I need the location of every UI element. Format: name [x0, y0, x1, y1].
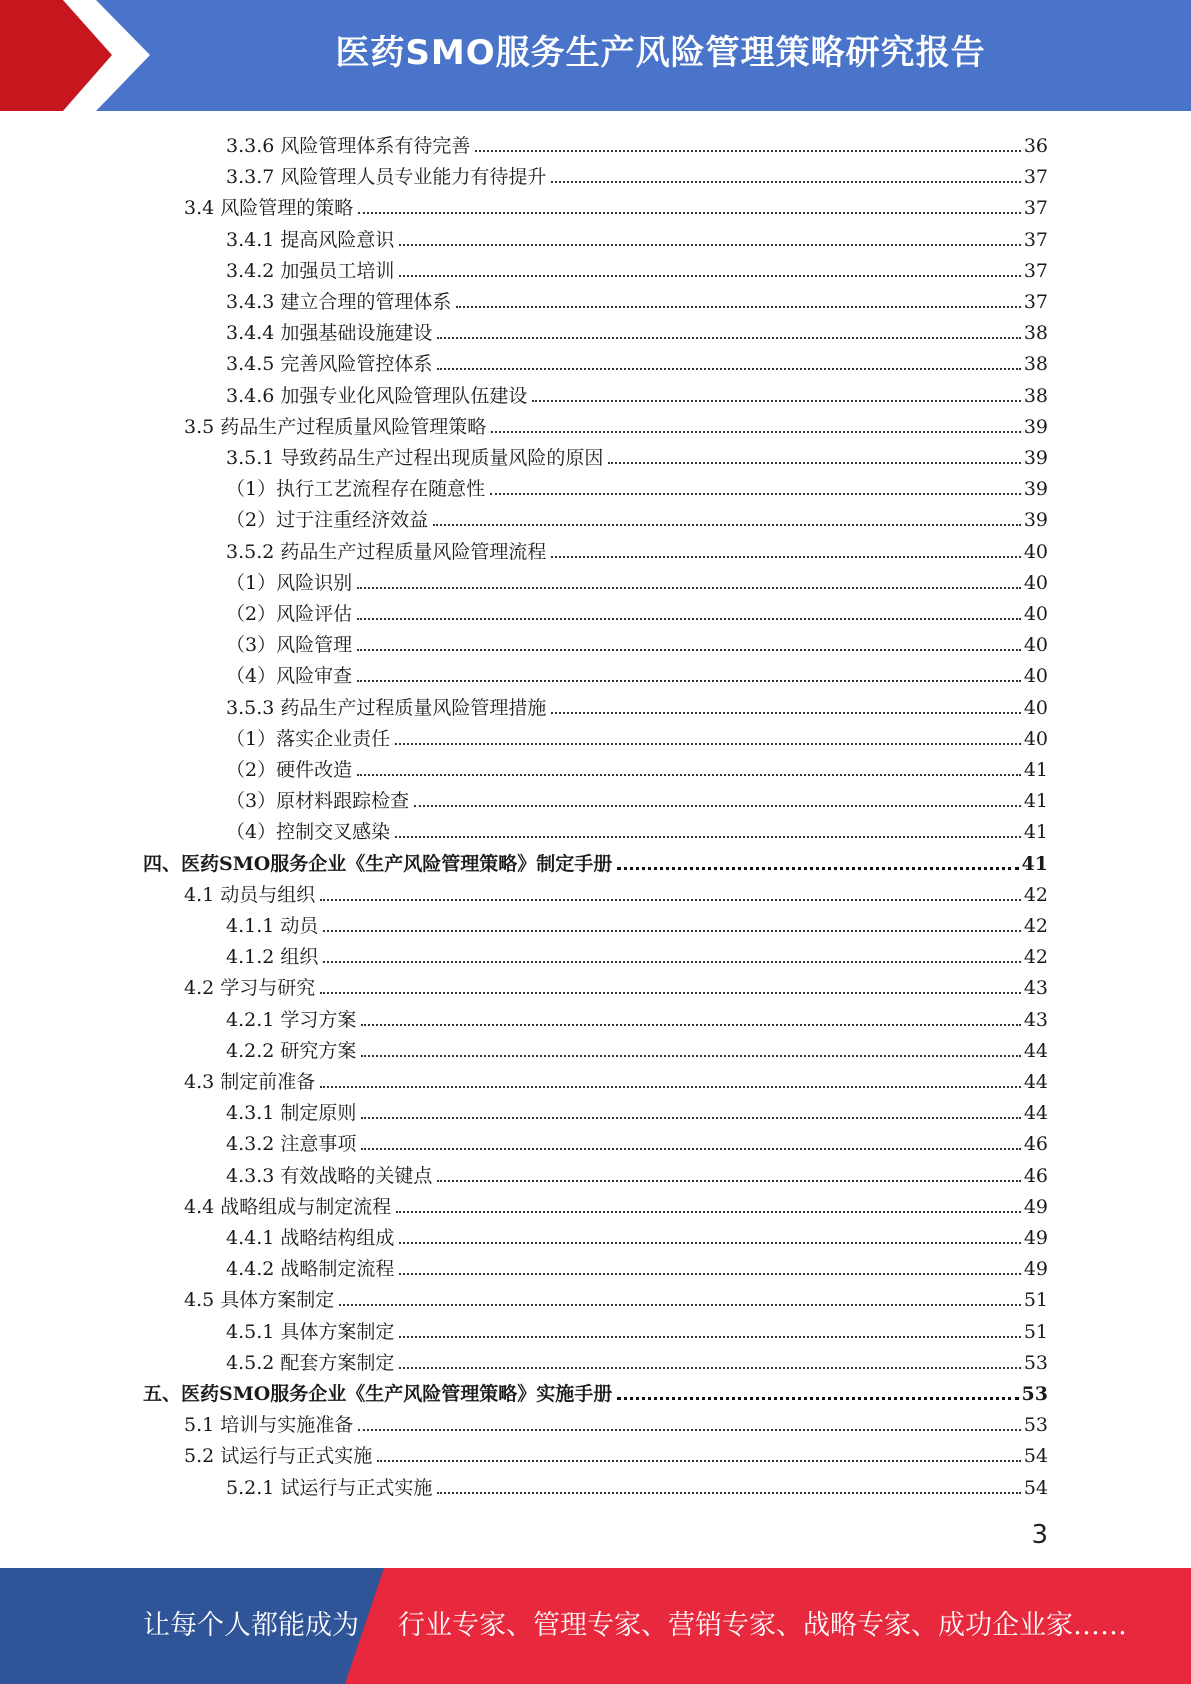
toc-entry-page: 40 — [1023, 571, 1048, 594]
toc-entry-title: 3.5.3 药品生产过程质量风险管理措施 — [226, 696, 547, 719]
page-header — [0, 0, 1191, 111]
footer-slogan-right: 行业专家、管理专家、营销专家、战略专家、成功企业家…… — [398, 1610, 1127, 1641]
toc-entry[interactable] — [226, 1250, 1048, 1281]
toc-entry-title: （2）风险评估 — [226, 603, 353, 625]
toc-entry-page: 53 — [1023, 1351, 1048, 1374]
toc-leader-dots — [437, 368, 1020, 370]
toc-leader-dots — [399, 1242, 1020, 1244]
toc-leader-dots — [357, 618, 1021, 620]
toc-entry-title: 3.5 药品生产过程质量风险管理策略 — [184, 415, 487, 438]
toc-entry-title: 3.4 风险管理的策略 — [184, 197, 354, 220]
toc-entry[interactable] — [226, 1313, 1048, 1344]
toc-entry[interactable] — [184, 1063, 1048, 1094]
toc-entry-title: 4.2 学习与研究 — [184, 977, 316, 1000]
toc-entry[interactable] — [226, 1001, 1048, 1032]
toc-leader-dots — [399, 1273, 1020, 1275]
toc-entry-title: （1）落实企业责任 — [226, 727, 391, 750]
toc-leader-dots — [339, 1304, 1021, 1306]
toc-leader-dots — [395, 836, 1021, 838]
toc-entry-title: （1）风险识别 — [226, 571, 353, 594]
toc-entry-page: 49 — [1023, 1258, 1048, 1281]
toc-entry-page: 53 — [1021, 1383, 1048, 1405]
toc-entry[interactable] — [226, 595, 1048, 626]
toc-entry-title: 5.2.1 试运行与正式实施 — [226, 1476, 433, 1499]
toc-entry-title: 4.1.2 组织 — [226, 946, 319, 969]
toc-entry-title: 3.4.3 建立合理的管理体系 — [226, 291, 452, 313]
toc-entry-page: 49 — [1023, 1227, 1048, 1249]
toc-entry-page: 37 — [1023, 166, 1048, 189]
toc-entry-page: 39 — [1023, 478, 1048, 501]
toc-entry-title: 4.2.1 学习方案 — [226, 1008, 357, 1031]
toc-entry-title: 四、医药SMO服务企业《生产风险管理策略》制定手册 — [143, 852, 613, 875]
toc-leader-dots — [396, 1211, 1021, 1213]
toc-entry-page: 37 — [1023, 228, 1048, 251]
toc-entry-page: 40 — [1023, 696, 1048, 719]
toc-entry-page: 41 — [1021, 852, 1048, 875]
toc-entry-page: 42 — [1023, 946, 1048, 969]
toc-entry-title: 4.3 制定前准备 — [184, 1071, 316, 1093]
toc-leader-dots — [320, 899, 1021, 901]
toc-leader-dots — [437, 1492, 1020, 1494]
toc-entry[interactable] — [184, 1406, 1048, 1437]
toc-entry-page: 43 — [1023, 1008, 1048, 1031]
toc-entry-page: 39 — [1023, 509, 1048, 532]
toc-leader-dots — [491, 431, 1021, 433]
toc-leader-dots — [617, 1397, 1018, 1400]
toc-entry-title: 3.4.4 加强基础设施建设 — [226, 322, 433, 345]
toc-entry[interactable] — [226, 252, 1048, 283]
toc-entry-page: 46 — [1023, 1164, 1048, 1187]
toc-leader-dots — [433, 524, 1021, 526]
page-number: 3 — [1031, 1520, 1048, 1550]
toc-entry-page: 43 — [1023, 977, 1048, 1000]
toc-entry-title: 4.2.2 研究方案 — [226, 1039, 357, 1062]
toc-entry-page: 51 — [1023, 1289, 1048, 1312]
toc-entry[interactable] — [143, 845, 1048, 876]
toc-entry-page: 41 — [1023, 821, 1048, 844]
toc-entry-page: 44 — [1023, 1039, 1048, 1062]
toc-entry-page: 51 — [1023, 1320, 1048, 1343]
toc-entry-title: 4.5 具体方案制定 — [184, 1289, 335, 1312]
toc-entry[interactable] — [226, 720, 1048, 751]
toc-leader-dots — [357, 587, 1021, 589]
toc-entry-page: 37 — [1023, 291, 1048, 313]
toc-entry-title: （2）过于注重经济效益 — [226, 509, 429, 532]
toc-entry-page: 40 — [1023, 665, 1048, 688]
toc-leader-dots — [361, 1148, 1020, 1150]
toc-entry[interactable] — [226, 470, 1048, 501]
toc-entry[interactable] — [184, 189, 1048, 220]
toc-entry-page: 39 — [1023, 415, 1048, 438]
toc-entry-page: 37 — [1023, 259, 1048, 282]
toc-entry[interactable] — [226, 1032, 1048, 1063]
toc-entry-title: 5.2 试运行与正式实施 — [184, 1445, 373, 1468]
toc-leader-dots — [320, 992, 1021, 994]
toc-entry-title: （1）执行工艺流程存在随意性 — [226, 478, 486, 501]
toc-leader-dots — [551, 556, 1020, 558]
toc-leader-dots — [357, 680, 1021, 682]
toc-entry-title: 3.3.7 风险管理人员专业能力有待提升 — [226, 166, 547, 189]
toc-entry[interactable] — [226, 501, 1048, 532]
toc-leader-dots — [399, 1336, 1020, 1338]
toc-entry-title: 3.4.6 加强专业化风险管理队伍建设 — [226, 384, 528, 407]
toc-entry[interactable] — [226, 377, 1048, 408]
toc-entry-title: 3.4.5 完善风险管控体系 — [226, 353, 433, 376]
toc-entry[interactable] — [226, 813, 1048, 844]
toc-leader-dots — [399, 244, 1020, 246]
toc-entry[interactable] — [184, 408, 1048, 439]
toc-entry-title: 4.4.2 战略制定流程 — [226, 1258, 395, 1281]
toc-entry-title: （3）原材料跟踪检查 — [226, 790, 410, 813]
toc-leader-dots — [361, 1024, 1020, 1026]
toc-entry[interactable] — [226, 1344, 1048, 1375]
toc-entry-title: 五、医药SMO服务企业《生产风险管理策略》实施手册 — [143, 1383, 613, 1405]
toc-entry-title: （4）风险审查 — [226, 665, 353, 688]
toc-entry[interactable] — [226, 158, 1048, 189]
toc-entry[interactable] — [226, 533, 1048, 564]
toc-entry-title: 4.1 动员与组织 — [184, 883, 316, 906]
toc-leader-dots — [320, 1086, 1021, 1088]
toc-entry-title: 4.3.1 制定原则 — [226, 1102, 357, 1125]
toc-entry-page: 37 — [1023, 197, 1048, 220]
toc-entry[interactable] — [184, 1188, 1048, 1219]
toc-entry-page: 49 — [1023, 1195, 1048, 1218]
toc-leader-dots — [617, 867, 1018, 870]
toc-entry-page: 40 — [1023, 634, 1048, 657]
toc-entry-page: 36 — [1023, 135, 1048, 157]
toc-entry[interactable] — [226, 345, 1048, 376]
toc-entry[interactable] — [226, 314, 1048, 345]
toc-entry[interactable] — [226, 564, 1048, 595]
toc-entry[interactable] — [226, 283, 1048, 314]
toc-leader-dots — [399, 275, 1020, 277]
toc-entry-page: 42 — [1023, 883, 1048, 906]
footer-slogan-left: 让每个人都能成为 — [143, 1610, 359, 1641]
toc-entry[interactable] — [184, 1281, 1048, 1312]
toc-entry[interactable] — [226, 127, 1048, 158]
toc-leader-dots — [437, 1180, 1020, 1182]
toc-entry[interactable] — [226, 1125, 1048, 1156]
toc-entry-page: 54 — [1023, 1445, 1048, 1468]
toc-entry[interactable] — [226, 1219, 1048, 1250]
toc-leader-dots — [475, 150, 1020, 152]
toc-entry-page: 42 — [1023, 915, 1048, 937]
toc-entry-page: 44 — [1023, 1071, 1048, 1093]
toc-entry-page: 38 — [1023, 353, 1048, 376]
toc-entry[interactable] — [226, 221, 1048, 252]
toc-entry-page: 40 — [1023, 727, 1048, 750]
toc-leader-dots — [490, 493, 1021, 495]
toc-entry-title: 4.5.2 配套方案制定 — [226, 1351, 395, 1374]
toc-leader-dots — [395, 743, 1021, 745]
toc-leader-dots — [551, 712, 1020, 714]
toc-leader-dots — [358, 1429, 1021, 1431]
toc-leader-dots — [608, 462, 1020, 464]
report-title: 医药SMO服务生产风险管理策略研究报告 — [335, 33, 986, 73]
toc-entry[interactable] — [226, 439, 1048, 470]
toc-leader-dots — [323, 930, 1020, 932]
toc-entry-title: （4）控制交叉感染 — [226, 821, 391, 844]
toc-entry[interactable] — [184, 1437, 1048, 1468]
toc-entry-page: 41 — [1023, 790, 1048, 813]
toc-entry-title: 4.4.1 战略结构组成 — [226, 1227, 395, 1249]
toc-entry-page: 46 — [1023, 1133, 1048, 1156]
toc-entry-title: 3.4.1 提高风险意识 — [226, 228, 395, 251]
toc-entry-page: 41 — [1023, 759, 1048, 781]
toc-entry[interactable] — [226, 782, 1048, 813]
toc-entry-page: 54 — [1023, 1476, 1048, 1499]
toc-leader-dots — [323, 961, 1020, 963]
toc-entry-page: 38 — [1023, 384, 1048, 407]
page-footer — [0, 1568, 1191, 1684]
toc-entry-title: 3.4.2 加强员工培训 — [226, 259, 395, 282]
toc-entry-title: 4.1.1 动员 — [226, 915, 319, 937]
toc-entry-page: 40 — [1023, 540, 1048, 563]
toc-leader-dots — [532, 400, 1020, 402]
toc-entry-title: 4.4 战略组成与制定流程 — [184, 1195, 392, 1218]
toc-entry-title: 3.5.2 药品生产过程质量风险管理流程 — [226, 540, 547, 563]
toc-entry-page: 39 — [1023, 447, 1048, 469]
toc-leader-dots — [551, 181, 1020, 183]
toc-leader-dots — [357, 774, 1021, 776]
toc-entry[interactable] — [226, 1094, 1048, 1125]
toc-entry-page: 44 — [1023, 1102, 1048, 1125]
toc-entry-title: （3）风险管理 — [226, 634, 353, 657]
toc-leader-dots — [357, 649, 1021, 651]
toc-leader-dots — [377, 1460, 1021, 1462]
toc-entry[interactable] — [226, 657, 1048, 688]
toc-entry[interactable] — [226, 1157, 1048, 1188]
toc-entry[interactable] — [226, 907, 1048, 938]
toc-leader-dots — [437, 337, 1020, 339]
toc-entry[interactable] — [226, 689, 1048, 720]
toc-entry-title: 3.5.1 导致药品生产过程出现质量风险的原因 — [226, 447, 604, 469]
toc-entry-page: 38 — [1023, 322, 1048, 345]
toc-entry-title: 3.3.6 风险管理体系有待完善 — [226, 135, 471, 157]
toc-entry[interactable] — [184, 876, 1048, 907]
toc-entry[interactable] — [143, 1375, 1048, 1406]
toc-entry[interactable] — [226, 938, 1048, 969]
toc-entry[interactable] — [184, 969, 1048, 1000]
toc-leader-dots — [361, 1117, 1020, 1119]
toc-entry-title: 4.5.1 具体方案制定 — [226, 1320, 395, 1343]
toc-leader-dots — [358, 212, 1021, 214]
toc-leader-dots — [399, 1367, 1020, 1369]
toc-entry-title: 4.3.2 注意事项 — [226, 1133, 357, 1156]
toc-leader-dots — [456, 306, 1020, 308]
toc-entry-page: 40 — [1023, 603, 1048, 625]
toc-entry-title: （2）硬件改造 — [226, 759, 353, 781]
toc-entry-title: 5.1 培训与实施准备 — [184, 1414, 354, 1437]
toc-leader-dots — [414, 805, 1021, 807]
toc-entry-page: 53 — [1023, 1414, 1048, 1437]
toc-entry[interactable] — [226, 1469, 1048, 1500]
toc-entry[interactable] — [226, 626, 1048, 657]
toc-leader-dots — [361, 1055, 1020, 1057]
toc-entry-title: 4.3.3 有效战略的关键点 — [226, 1164, 433, 1187]
toc-entry[interactable] — [226, 751, 1048, 782]
